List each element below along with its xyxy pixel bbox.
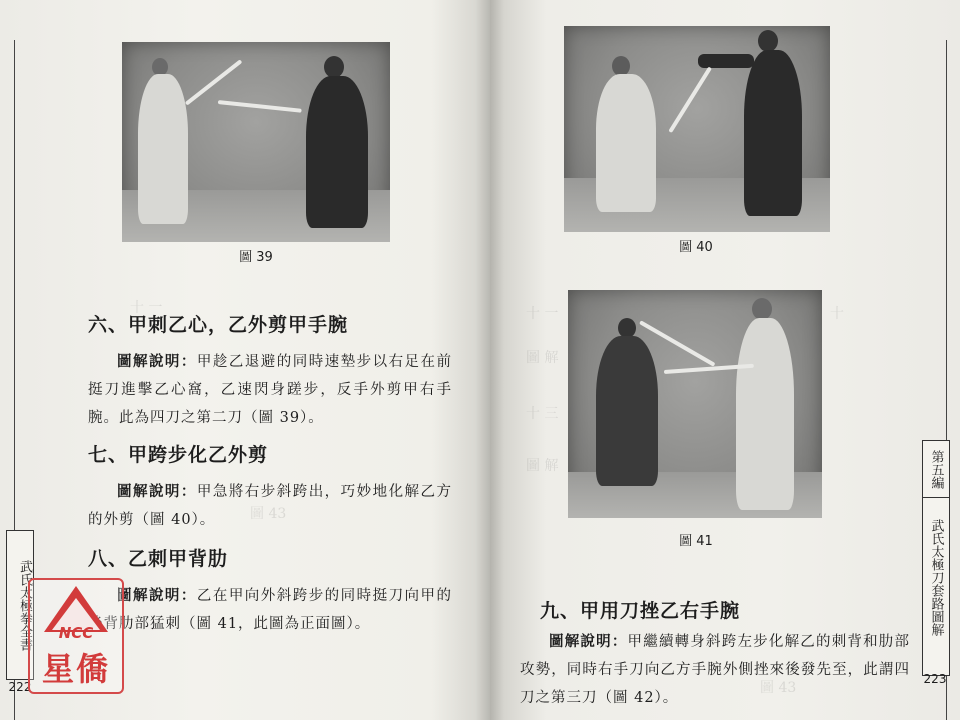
- figure-40-caption: 圖 40: [679, 240, 713, 255]
- chapter-side-tab: [922, 440, 950, 676]
- figure-person-dark: [596, 336, 658, 486]
- right-page: 圖 40 十 一 圖 解 十 三 圖 解 十 圖 43 圖 41 九、甲用刀挫乙右手腕 圖解說明：甲繼續轉身斜跨左步化解乙的刺背和肋部攻勢，同時右手刀向乙方手腕外側挫來後發先至，此謂四刀之第三刀（圖 42）。 第五編 武氏太極刀套路圖解 223: [490, 0, 960, 720]
- ncc-watermark-stamp: [28, 578, 124, 694]
- sword-blade: [668, 66, 712, 133]
- paragraph-label: 圖解說明：: [117, 484, 197, 500]
- paragraph-text: 甲趁乙退避的同時速墊步以右足在前挺刀進擊乙心窩，乙速閃身蹉步，反手外剪甲右手腕。此為四刀之第二刀（圖 39）。: [88, 354, 452, 426]
- section-paragraph: [88, 478, 452, 534]
- section-paragraph: [88, 348, 452, 432]
- figure-person-dark: [306, 76, 368, 228]
- section-heading: 八、乙刺甲背肋: [88, 548, 229, 570]
- figure-41-caption: 圖 41: [679, 534, 713, 549]
- left-page: 圖 39 十 一 圖 43 六、甲刺乙心，乙外剪甲手腕 圖解說明：甲趁乙退避的同時速墊步以右足在前挺刀進擊乙心窩，乙速閃身蹉步，反手外剪甲右手腕。此為四刀之第二刀（圖 39）。 七、甲跨步化乙外剪 圖解說明：甲急將右步斜跨出，巧妙地化解乙方的外剪（圖 40）。 八、乙刺甲背肋 圖解說明：乙在甲向外斜跨步的同時挺刀向甲的後背肋部猛刺（圖 41，此圖為正面圖）。 武氏太極拳全書 222 NCC 星僑: [0, 0, 490, 720]
- sword-blade: [218, 100, 302, 113]
- figure-41-photo: [568, 290, 822, 518]
- section-heading: 九、甲用刀挫乙右手腕: [540, 600, 741, 622]
- paragraph-label: 圖解說明：: [549, 634, 628, 650]
- stamp-mark: NCC: [58, 624, 94, 642]
- figure-40-photo: [564, 26, 830, 232]
- section-heading: 六、甲刺乙心，乙外剪甲手腕: [88, 314, 349, 336]
- stamp-name: 星僑: [41, 650, 110, 688]
- figure-39-caption: 圖 39: [239, 250, 273, 265]
- figure-39-photo: [122, 42, 390, 242]
- figure-person-light: [596, 74, 656, 212]
- paragraph-label: 圖解說明：: [117, 354, 197, 370]
- figure-person-dark: [744, 50, 802, 216]
- chapter-title: 武氏太極刀套路圖解: [928, 518, 944, 636]
- page-number: 222: [8, 680, 32, 694]
- section-heading: 七、甲跨步化乙外剪: [88, 444, 269, 466]
- chapter-side-tab: 武氏太極拳全書: [6, 530, 34, 680]
- paragraph-text: 乙在甲向外斜跨步的同時挺刀向甲的後背肋部猛刺（圖 41，此圖為正面圖）。: [88, 588, 452, 632]
- section-paragraph: [520, 628, 910, 712]
- sword-blade: [185, 59, 243, 105]
- section-paragraph: [88, 582, 452, 638]
- figure-person-light: [138, 74, 188, 224]
- page-number: 223: [923, 672, 947, 686]
- figure-person-light: [736, 318, 794, 510]
- paragraph-label: 圖解說明：: [117, 588, 197, 604]
- paragraph-text: 甲急將右步斜跨出，巧妙地化解乙方的外剪（圖 40）。: [88, 484, 452, 528]
- chapter-label: 第五編: [928, 449, 944, 489]
- paragraph-text: 甲繼續轉身斜跨左步化解乙的刺背和肋部攻勢，同時右手刀向乙方手腕外側挫來後發先至，此謂四刀之第三刀（圖 42）。: [520, 634, 911, 706]
